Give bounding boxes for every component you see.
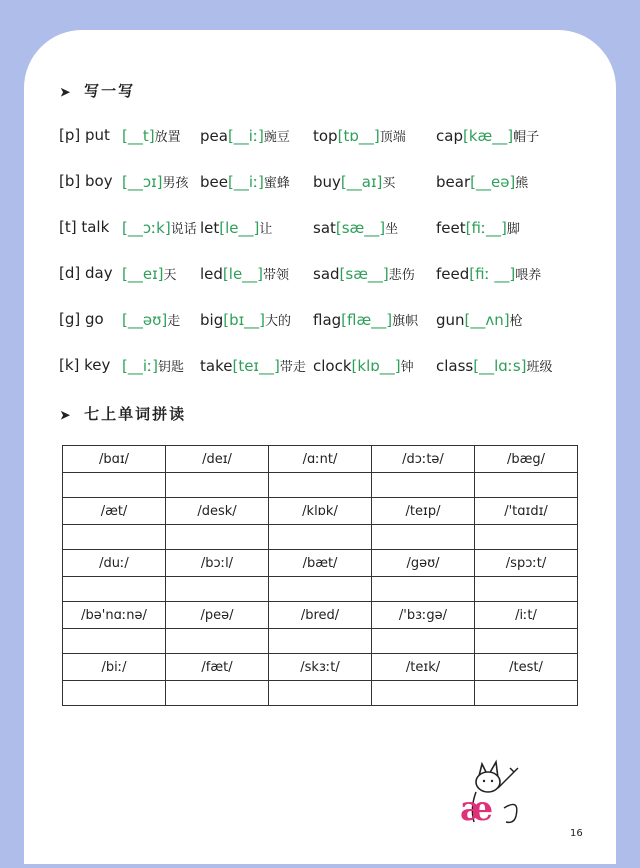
- phonetic-blank: [__t]: [122, 127, 155, 145]
- word-item: [436, 264, 541, 283]
- word: class: [436, 357, 474, 375]
- phonetic-cell: /æt/: [63, 498, 166, 525]
- chinese-meaning: 放置: [154, 130, 181, 145]
- word: big: [200, 311, 224, 329]
- sound-label: [k] key: [59, 356, 111, 374]
- answer-cell[interactable]: [372, 577, 475, 602]
- word: sad: [313, 265, 340, 283]
- phonetic-cell: /skɜːt/: [269, 654, 372, 681]
- answer-cell[interactable]: [63, 681, 166, 706]
- phonetic-blank: [__əʊ]: [122, 311, 168, 329]
- sound-label: [t] talk: [59, 218, 110, 236]
- phonetic-blank: [kæ__]: [462, 127, 514, 145]
- answer-cell[interactable]: [269, 681, 372, 706]
- word-item: [436, 172, 528, 191]
- word: let: [200, 219, 220, 237]
- phonetic-cell: /desk/: [166, 498, 269, 525]
- phonetic-blank: [sæ__]: [335, 219, 386, 237]
- answer-row: [63, 473, 578, 498]
- sound-label: [p] put: [59, 126, 110, 144]
- section-title-text: 写一写: [84, 82, 136, 100]
- word-item: [313, 218, 398, 237]
- word-item: [122, 172, 189, 191]
- phonetic-cell: /bæt/: [269, 550, 372, 577]
- phonetic-blank: [__ɔːk]: [122, 219, 171, 237]
- chinese-meaning: 钟: [400, 360, 414, 375]
- phonetic-cell: /bæg/: [475, 446, 578, 473]
- chinese-meaning: 让: [259, 222, 273, 237]
- section-title-write: [60, 80, 135, 101]
- word-item: [436, 356, 553, 375]
- word: pea: [200, 127, 228, 145]
- chinese-meaning: 天: [163, 268, 177, 283]
- chinese-meaning: 买: [382, 176, 396, 191]
- answer-cell[interactable]: [372, 681, 475, 706]
- phonetic-cell: /bɔːl/: [166, 550, 269, 577]
- word-item: [200, 172, 290, 191]
- phonetic-blank: [flæ__]: [341, 311, 393, 329]
- answer-cell[interactable]: [269, 473, 372, 498]
- chinese-meaning: 带走: [279, 360, 306, 375]
- word: cap: [436, 127, 463, 145]
- phonetic-cell: /deɪ/: [166, 446, 269, 473]
- answer-cell[interactable]: [475, 577, 578, 602]
- phonetic-cell: /duː/: [63, 550, 166, 577]
- table-row: [63, 446, 578, 473]
- word: take: [200, 357, 233, 375]
- word-item: [436, 218, 520, 237]
- chinese-meaning: 枪: [509, 314, 523, 329]
- answer-cell[interactable]: [166, 629, 269, 654]
- word-item: [200, 310, 291, 329]
- phonetic-blank: [sæ__]: [339, 265, 389, 283]
- phonetic-table: [62, 445, 578, 706]
- chinese-meaning: 大的: [265, 314, 292, 329]
- word-item: [122, 218, 197, 237]
- chinese-meaning: 走: [167, 314, 181, 329]
- phonetic-blank: [__iː]: [227, 127, 264, 145]
- phonetic-blank: [__lɑːs]: [473, 357, 527, 375]
- chinese-meaning: 说话: [170, 222, 197, 237]
- phonetic-cell: /bə'nɑːnə/: [63, 602, 166, 629]
- word-item: [436, 310, 523, 329]
- phonetic-cell: /klɒk/: [269, 498, 372, 525]
- answer-cell[interactable]: [166, 525, 269, 550]
- answer-cell[interactable]: [269, 525, 372, 550]
- answer-cell[interactable]: [166, 681, 269, 706]
- phonetic-cell: /test/: [475, 654, 578, 681]
- phonetic-cell: /bɑɪ/: [63, 446, 166, 473]
- phonetic-cell: /ɑːnt/: [269, 446, 372, 473]
- sound-label: [b] boy: [59, 172, 113, 190]
- phonetic-blank: [__aɪ]: [340, 173, 383, 191]
- answer-row: [63, 525, 578, 550]
- answer-cell[interactable]: [269, 629, 372, 654]
- answer-cell[interactable]: [269, 577, 372, 602]
- phonetic-cell: /'tɑɪdɪ/: [475, 498, 578, 525]
- chinese-meaning: 男孩: [162, 176, 189, 191]
- table-row: [63, 550, 578, 577]
- phonetic-blank: [teɪ__]: [232, 357, 280, 375]
- table-row: [63, 654, 578, 681]
- word-item: [313, 126, 406, 145]
- cat-mascot-icon: [448, 758, 528, 828]
- phonetic-cell: /bred/: [269, 602, 372, 629]
- word: bear: [436, 173, 471, 191]
- answer-cell[interactable]: [63, 473, 166, 498]
- phonetic-blank: [__eɪ]: [122, 265, 164, 283]
- table-row: [63, 602, 578, 629]
- chinese-meaning: 顶端: [379, 130, 406, 145]
- phonetic-cell: /teɪp/: [372, 498, 475, 525]
- chinese-meaning: 蜜蜂: [263, 176, 290, 191]
- phonetic-cell: /dɔːtə/: [372, 446, 475, 473]
- answer-cell[interactable]: [63, 629, 166, 654]
- answer-cell[interactable]: [166, 577, 269, 602]
- phonetic-cell: /spɔːt/: [475, 550, 578, 577]
- answer-cell[interactable]: [475, 473, 578, 498]
- phonetic-cell: /iːt/: [475, 602, 578, 629]
- answer-cell[interactable]: [63, 577, 166, 602]
- word-item: [122, 310, 180, 329]
- answer-cell[interactable]: [63, 525, 166, 550]
- table-row: [63, 498, 578, 525]
- word: sat: [313, 219, 336, 237]
- answer-cell[interactable]: [166, 473, 269, 498]
- chinese-meaning: 豌豆: [263, 130, 290, 145]
- answer-cell[interactable]: [372, 525, 475, 550]
- section-title-spelling: [60, 403, 186, 424]
- phonetic-blank: [fiː __]: [469, 265, 516, 283]
- phonetic-blank: [le__]: [219, 219, 260, 237]
- word-item: [200, 126, 290, 145]
- chinese-meaning: 悲伤: [388, 268, 415, 283]
- section-title-text: 七上单词拼读: [84, 405, 187, 423]
- word: buy: [313, 173, 341, 191]
- word: bee: [200, 173, 228, 191]
- chinese-meaning: 坐: [385, 222, 399, 237]
- phonetic-blank: [__eə]: [470, 173, 516, 191]
- word: feed: [436, 265, 470, 283]
- word-item: [122, 264, 177, 283]
- answer-row: [63, 577, 578, 602]
- word: feet: [436, 219, 466, 237]
- phonetic-blank: [fiː__]: [465, 219, 507, 237]
- answer-cell[interactable]: [372, 629, 475, 654]
- word-item: [200, 218, 272, 237]
- chinese-meaning: 钥匙: [157, 360, 184, 375]
- answer-cell[interactable]: [475, 525, 578, 550]
- word-item: [313, 310, 418, 329]
- phonetic-blank: [__iː]: [227, 173, 264, 191]
- phonetic-cell: /'bɜːgə/: [372, 602, 475, 629]
- answer-row: [63, 629, 578, 654]
- phonetic-cell: /teɪk/: [372, 654, 475, 681]
- word-item: [313, 356, 414, 375]
- mascot-letter: æ: [460, 789, 494, 828]
- word-item: [200, 264, 289, 283]
- word-item: [313, 264, 415, 283]
- page-number: 16: [570, 828, 583, 839]
- word: top: [313, 127, 338, 145]
- answer-row: [63, 681, 578, 706]
- chinese-meaning: 带领: [263, 268, 290, 283]
- chinese-meaning: 脚: [506, 222, 520, 237]
- phonetic-blank: [klɒ__]: [351, 357, 401, 375]
- chinese-meaning: 旗帜: [392, 314, 419, 329]
- word: flag: [313, 311, 342, 329]
- word-item: [436, 126, 539, 145]
- phonetic-blank: [le__]: [222, 265, 264, 283]
- chinese-meaning: 班级: [526, 360, 553, 375]
- word-item: [122, 356, 184, 375]
- arrow-bullet-icon: ➤: [60, 85, 73, 99]
- phonetic-cell: /gəʊ/: [372, 550, 475, 577]
- phonetic-blank: [__iː]: [122, 357, 158, 375]
- word: led: [200, 265, 223, 283]
- word: gun: [436, 311, 465, 329]
- phonetic-cell: /fæt/: [166, 654, 269, 681]
- word-item: [122, 126, 181, 145]
- answer-cell[interactable]: [475, 629, 578, 654]
- phonetic-blank: [tɒ__]: [337, 127, 380, 145]
- phonetic-cell: /peə/: [166, 602, 269, 629]
- sound-label: [d] day: [59, 264, 113, 282]
- word-item: [313, 172, 395, 191]
- arrow-bullet-icon: ➤: [60, 408, 73, 422]
- chinese-meaning: 帽子: [513, 130, 540, 145]
- chinese-meaning: 熊: [515, 176, 529, 191]
- phonetic-cell: /biː/: [63, 654, 166, 681]
- answer-cell[interactable]: [372, 473, 475, 498]
- phonetic-blank: [__ʌn]: [464, 311, 510, 329]
- word-item: [200, 356, 306, 375]
- chinese-meaning: 喂养: [515, 268, 542, 283]
- phonetic-blank: [__ɔɪ]: [122, 173, 163, 191]
- phonetic-blank: [bɪ__]: [223, 311, 266, 329]
- answer-cell[interactable]: [475, 681, 578, 706]
- sound-label: [g] go: [59, 310, 104, 328]
- word: clock: [313, 357, 352, 375]
